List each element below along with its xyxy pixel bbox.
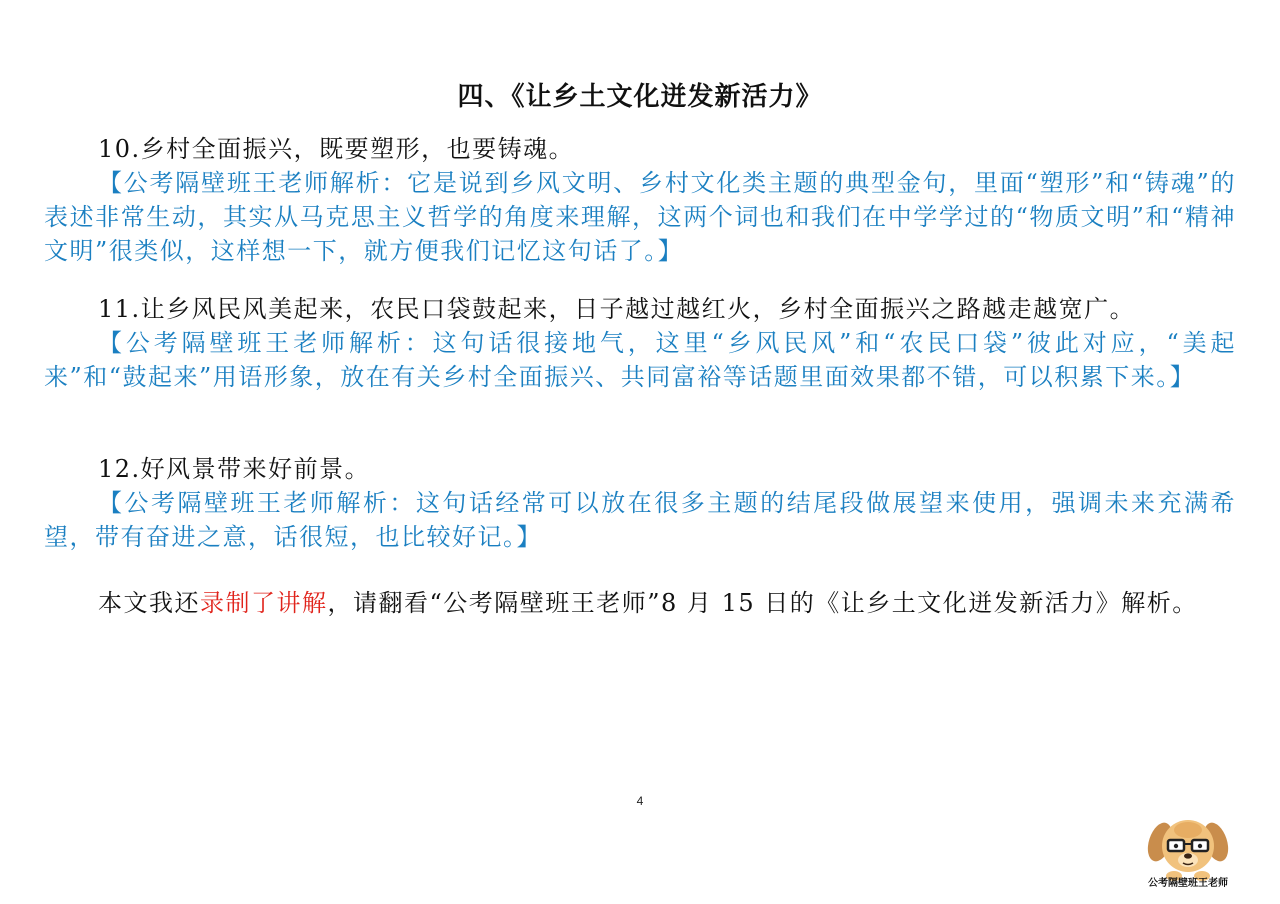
analysis-text: 【公考隔壁班王老师解析：这句话经常可以放在很多主题的结尾段做展望来使用，强调未来充满希望，带有奋进之意，话很短，也比较好记。】: [44, 489, 1236, 551]
quote-item-10: [44, 132, 1236, 268]
closing-note-end: ，请翻看“公考隔壁班王老师”8 月 15 日的《让乡土文化迸发新活力》解析。: [327, 589, 1198, 617]
page-title: 四、《让乡土文化迸发新活力》: [457, 82, 823, 112]
closing-note-start: 本文我还: [98, 589, 200, 617]
quote-text: 10.乡村全面振兴，既要塑形，也要铸魂。: [98, 135, 575, 163]
quote-item-11: [44, 292, 1236, 394]
quote-item-12: [44, 452, 1236, 554]
analysis-text: 【公考隔壁班王老师解析：这句话很接地气，这里“乡风民风”和“农民口袋”彼此对应，“美起来”和“鼓起来”用语形象，放在有关乡村全面振兴、共同富裕等话题里面效果都不错，可以积累下来。】: [44, 329, 1236, 391]
quote-text: 12.好风景带来好前景。: [98, 455, 371, 483]
analysis-text: 【公考隔壁班王老师解析：它是说到乡风文明、乡村文化类主题的典型金句，里面“塑形”和“铸魂”的表述非常生动，其实从马克思主义哲学的角度来理解，这两个词也和我们在中学学过的“物质文明”和“精神文明”很类似，这样想一下，就方便我们记忆这句话了。】: [44, 169, 1236, 265]
recorded-explanation-highlight: 录制了讲解: [200, 589, 328, 617]
logo-caption: 公考隔壁班王老师: [1148, 878, 1228, 889]
quote-text: 11.让乡风民风美起来，农民口袋鼓起来，日子越过越红火，乡村全面振兴之路越走越宽广。: [98, 295, 1136, 323]
closing-note: [44, 586, 1236, 620]
page-number: 4: [636, 794, 644, 808]
